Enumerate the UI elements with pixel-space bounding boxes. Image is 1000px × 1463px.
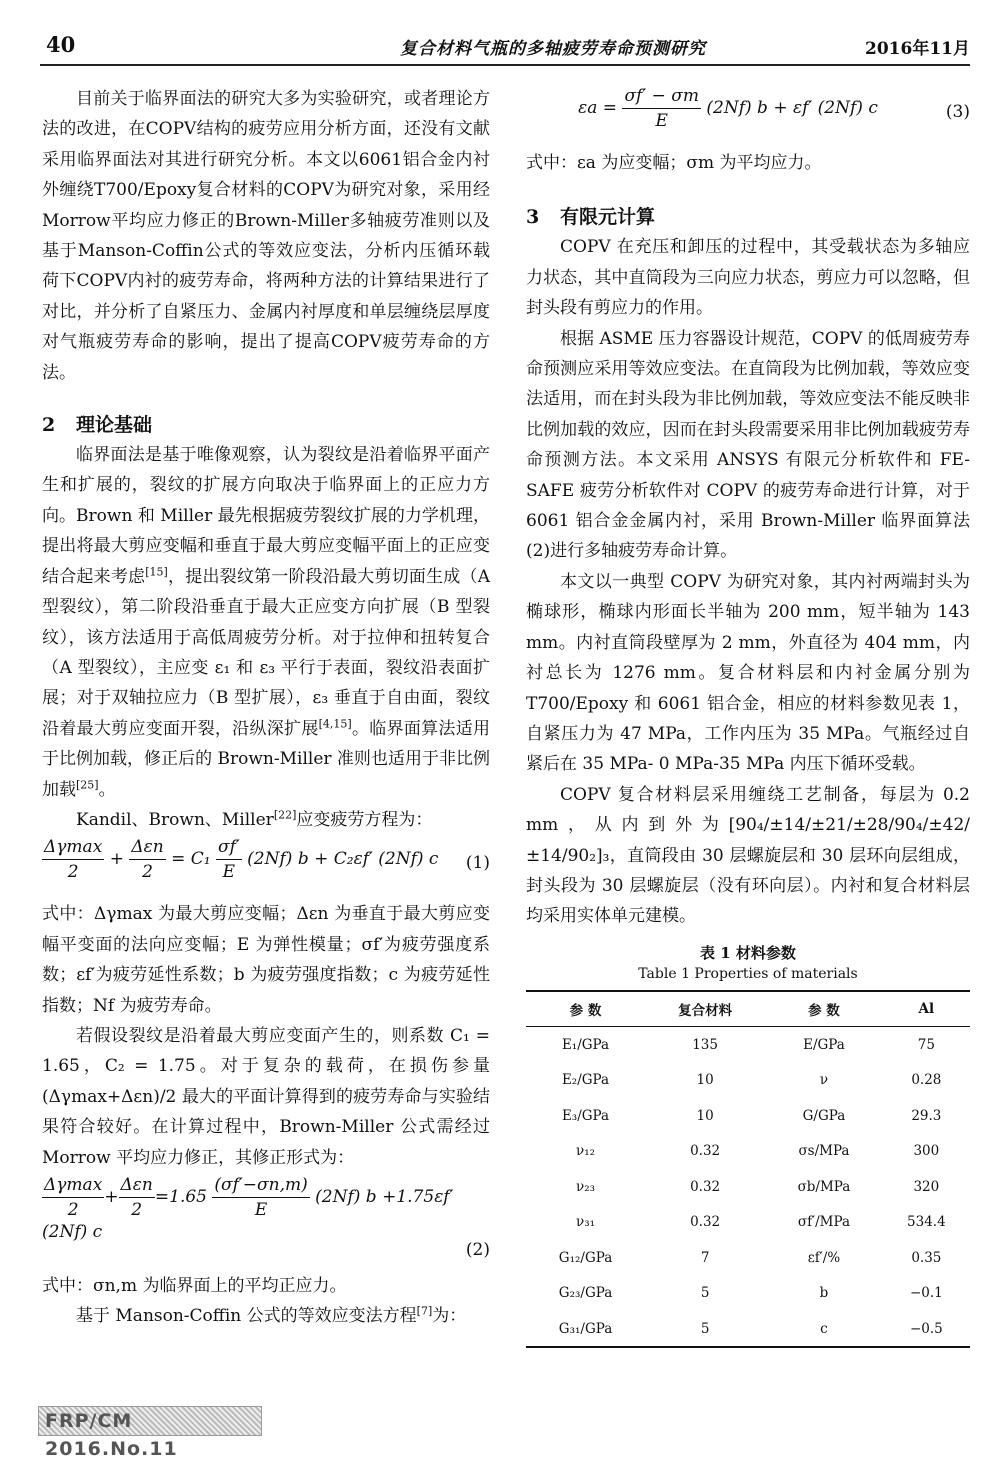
table-row: ν₁₂ 0.32 σs/MPa 300 bbox=[576, 1143, 940, 1159]
citation[interactable]: [22] bbox=[273, 808, 297, 822]
citation[interactable]: [25] bbox=[76, 777, 99, 791]
page-header bbox=[40, 30, 970, 66]
table-row: E₃/GPa 10 G/GPa 29.3 bbox=[561, 1107, 942, 1124]
intro-paragraph: 目前关于临界面法的研究大多为实验研究，或者理论方法的改进，在COPV结构的疲劳应用分析方面，还没有文献采用临界面法对其进行研究分析。本文以6061铝合金内衬外缠绕T700/Epoxy复合材料的COPV为研究对象，采用经Morrow平均应力修正的Brown-Miller多轴疲劳准则以及基于Manson-Coffin公式的等效应变法，分析内压循环载荷下COPV内衬的疲劳寿命，将两种方法的计算结果进行了对比，并分析了自紧压力、金属内衬厚度和单层缠绕层厚度对气瓶疲劳寿命的影响，提出了提高COPV疲劳寿命的方法。 bbox=[42, 89, 490, 383]
table-caption-en: Table 1 Properties of materials bbox=[638, 965, 858, 982]
layup-paragraph: COPV 复合材料层采用缠绕工艺制备，每层为 0.2 mm，从内到外为[90₄/±14/±21/±28/90₄/±42/±14/90₂]₃，直筒段由 30 层螺旋层和 30 层环向层组成，封头段为 30 层螺旋层（没有环向层）。内衬和复合材料层均采用实体单元建模。 bbox=[526, 784, 970, 927]
critical-plane-paragraph: 临界面法是基于唯像观察，认为裂纹是沿着临界平面产生和扩展的，裂纹的扩展方向取决于临界面上的正应力方向。Brown 和 Miller 最先根据疲劳裂纹扩展的力学机理，提出将最大剪应变幅和垂直于最大剪应变幅平面上的正应变结合起来考虑[15]，提出裂纹第一阶段沿最大剪切面生成（A 型裂纹），第二阶段沿垂直于最大正应变方向扩展（B 型裂纹），该方法适用于高低周疲劳分析。对于拉伸和扭转复合（A 型裂纹），主应变 ε₁ 和 ε₃ 平行于表面，裂纹沿表面扩展；对于双轴拉应力（B 型扩展），ε₃ 垂直于自由面，裂纹沿着最大剪应变面开裂，沿纵深扩展[4,15]。临界面算法适用于比例加载，修正后的 Brown-Miller 准则也适用于非比例加载[25]。 bbox=[42, 445, 491, 800]
table-header-cell: 参 数 bbox=[765, 991, 883, 1027]
equation-number: (1) bbox=[465, 853, 490, 874]
table-header-cell: 参 数 bbox=[526, 991, 645, 1027]
equation-2-explanation: 式中：σn,m 为临界面上的平均正应力。 bbox=[42, 1276, 347, 1296]
loading-state-paragraph: COPV 在充压和卸压的过程中，其受载状态为多轴应力状态，其中直筒段为三向应力状态，剪应力可以忽略，但封头段有剪应力的作用。 bbox=[526, 237, 970, 319]
citation[interactable]: [15] bbox=[145, 565, 168, 579]
table-header-cell: Al bbox=[883, 991, 970, 1027]
manson-coffin-paragraph: 基于 Manson-Coffin 公式的等效应变法方程[7]为： bbox=[76, 1304, 467, 1327]
table-row: E₂/GPa 10 ν 0.28 bbox=[561, 1072, 942, 1088]
issue-date: 2016年11月 bbox=[865, 39, 970, 59]
journal-footer-mark: FRP/CM 2016.No.11 bbox=[38, 1406, 262, 1436]
left-column bbox=[42, 84, 490, 1332]
equation-2: $\frac{\Delta\gamma\max}{2}$ + $\frac{\text{Δεn}}{2}$ =1.65 $\frac{(\sigma f'-\sigma n,m)}{E}$ (2Nf) b +1.75εf′ (2Nf) c bbox=[42, 1175, 454, 1242]
table-caption-cn: 表 1 材料参数 bbox=[700, 943, 796, 962]
section-2-heading bbox=[42, 410, 490, 440]
section-3-heading bbox=[526, 202, 970, 232]
asme-paragraph: 根据 ASME 压力容器设计规范，COPV 的低周疲劳寿命预测应采用等效应变法。在直筒段为比例加载，等效应变法适用，而在封头段为非比例加载，等效应变法不能反映非比例加载的效应，因而在封头段需要采用非比例加载疲劳寿命预测方法。本文采用 ANSYS 有限元分析软件和 FE-SAFE 疲劳分析软件对 COPV 的疲劳寿命进行计算，对于 6061 铝合金金属内衬，采用 Brown-Miller 临界面算法(2)进行多轴疲劳寿命计算。 bbox=[526, 328, 970, 562]
copv-geometry-paragraph: 本文以一典型 COPV 为研究对象，其内衬两端封头为椭球形，椭球内形面长半轴为 200 mm，短半轴为 143 mm。内衬直筒段壁厚为 2 mm，外直径为 404 mm，内衬总长为 1276 mm。复合材料层和内衬金属分别为 T700/Epoxy 和 6061 铝合金，相应的材料参数见表 1，自紧压力为 47 MPa，工作内压为 35 MPa。气瓶经过自紧后在 35 MPa- 0 MPa-35 MPa 内压下循环受载。 bbox=[526, 571, 970, 775]
equation-number: (2) bbox=[465, 1240, 490, 1260]
table-row: ν₃₁ 0.32 σf′/MPa 534.4 bbox=[576, 1214, 946, 1230]
equation-1: $\frac{\Delta\gamma\max}{2}$ + $\frac{\text{Δεn}}{2}$ = C₁ $\frac{\sigma f'}{E}$ (2Nf) b + C₂εf′ (2Nf) c (1) bbox=[44, 837, 490, 883]
coefficient-paragraph: 若假设裂纹是沿着最大剪应变面产生的，则系数 C₁ = 1.65，C₂ = 1.75。对于复杂的载荷，在损伤参量(Δγmax+Δεn)/2 最大的平面计算得到的疲劳寿命与实验结果符合较好。在计算过程中，Brown-Miller 公式需经过 Morrow 平均应力修正，其修正形式为： bbox=[42, 1025, 490, 1168]
running-title: 复合材料气瓶的多轴疲劳寿命预测研究 bbox=[400, 39, 706, 59]
equation-3-explanation: 式中：εa 为应变幅；σm 为平均应力。 bbox=[526, 153, 822, 173]
table-header-row bbox=[526, 991, 970, 1027]
citation[interactable]: [4,15] bbox=[318, 717, 352, 731]
section-title: 有限元计算 bbox=[560, 206, 656, 229]
kandil-paragraph: Kandil、Brown、Miller[22]应变疲劳方程为： bbox=[76, 808, 433, 830]
table-row: ν₂₃ 0.32 σb/MPa 320 bbox=[576, 1178, 940, 1195]
section-number: 2 bbox=[42, 414, 56, 437]
page-number: 40 bbox=[46, 32, 76, 57]
citation[interactable]: [7] bbox=[416, 1304, 433, 1318]
fraction: $\frac{\Delta\gamma\max}{2}$ bbox=[44, 837, 103, 883]
equation-number: (3) bbox=[945, 102, 970, 122]
fraction: $\frac{\sigma f'}{E}$ bbox=[218, 837, 240, 883]
table-row: G₃₁/GPa 5 c −0.5 bbox=[526, 1311, 970, 1348]
table-header-cell: 复合材料 bbox=[645, 991, 765, 1027]
fraction: $\frac{\sigma f' - \sigma m}{E}$ bbox=[624, 86, 699, 131]
table-row: E₁/GPa 135 E/GPa 75 bbox=[561, 1036, 935, 1053]
fraction: $\frac{\Delta\gamma\max}{2}$ bbox=[44, 1175, 103, 1220]
equation-1-explanation: 式中：Δγmax 为最大剪应变幅；Δεn 为垂直于最大剪应变幅平变面的法向应变幅；E 为弹性模量；σf′为疲劳强度系数；εf′为疲劳延性系数；b 为疲劳强度指数；c 为疲劳延性指数；Nf 为疲劳寿命。 bbox=[42, 904, 490, 1016]
materials-table bbox=[526, 990, 970, 1349]
section-number: 3 bbox=[526, 206, 540, 229]
table-row: G₂₃/GPa 5 b −0.1 bbox=[558, 1285, 943, 1301]
right-column bbox=[526, 84, 970, 1348]
section-title: 理论基础 bbox=[76, 414, 153, 437]
table-row: G₁₂/GPa 7 εf′/% 0.35 bbox=[558, 1249, 942, 1266]
fraction: $\frac{\text{Δεn}}{2}$ bbox=[120, 1175, 153, 1220]
fraction: $\frac{\text{Δεn}}{2}$ bbox=[131, 837, 164, 883]
equation-3: εa = $\frac{\sigma f' - \sigma m}{E}$ (2Nf) b + εf′ (2Nf) c (3) bbox=[578, 86, 970, 131]
fraction: $\frac{(\sigma f'-\sigma n,m)}{E}$ bbox=[214, 1175, 308, 1220]
